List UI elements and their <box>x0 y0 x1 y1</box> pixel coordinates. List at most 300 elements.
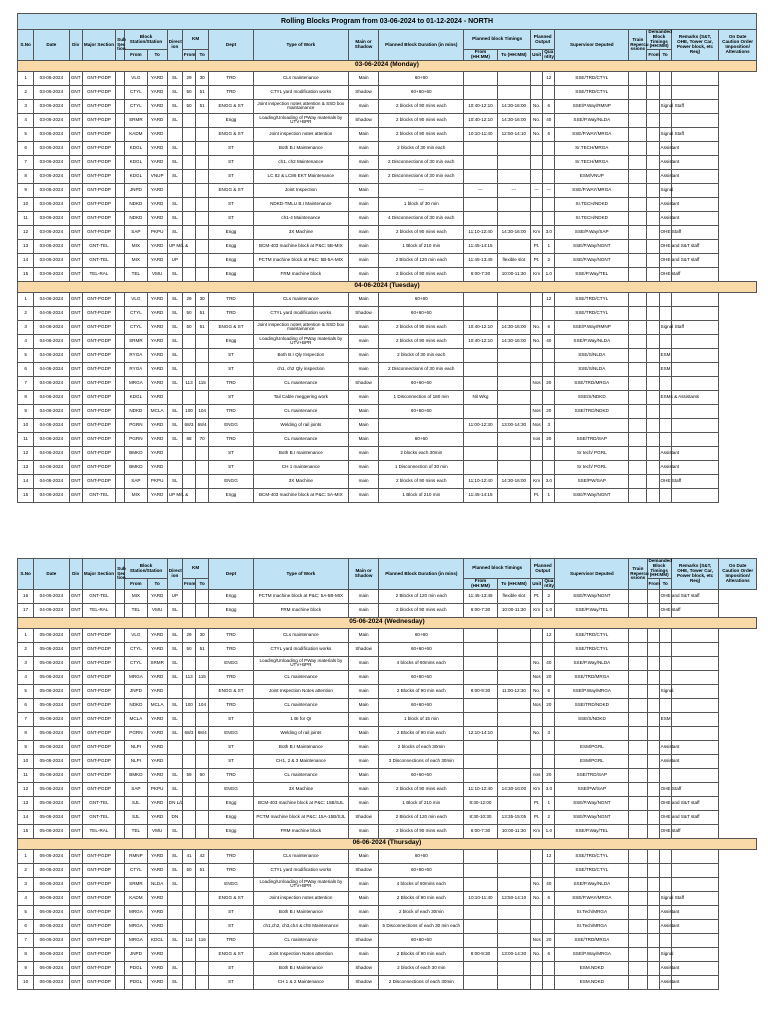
table-cell: Joint Inspection <box>253 183 348 197</box>
table-cell: MRGA <box>125 933 147 947</box>
table-cell <box>647 488 659 502</box>
table-cell: 10:10-11:40 <box>464 127 497 141</box>
table-cell: Nos <box>531 933 543 947</box>
table-cell <box>531 155 543 169</box>
table-cell: Sr.TECH/NDKD <box>555 197 629 211</box>
table-cell: 13 <box>18 796 34 810</box>
table-cell: GNT-PGDP <box>82 891 115 905</box>
header-dept: Dept <box>209 559 254 590</box>
table-cell: GNT <box>69 488 82 502</box>
table-cell: main <box>348 670 378 684</box>
table-cell: GNT-PGDP <box>82 320 115 334</box>
table-cell: 2 blocks of each 30 min <box>379 961 464 975</box>
table-cell: 11:45-13:45 <box>464 589 497 603</box>
header-km-to: To <box>196 50 209 61</box>
table-cell: KDGL <box>125 155 147 169</box>
table-cell <box>116 712 125 726</box>
table-cell <box>116 292 125 306</box>
table-cell <box>629 99 647 113</box>
table-cell: YARD <box>147 796 167 810</box>
page-title: Rolling Blocks Program from 03-06-2024 to 01-12-2024 - NORTH <box>18 14 757 30</box>
table-cell: CTYL yard modification works <box>253 863 348 877</box>
table-cell <box>659 71 671 85</box>
table-cell: 2 blocks each 30min <box>379 446 464 460</box>
table-cell: Joint inspection notes attention <box>253 127 348 141</box>
table-cell <box>464 306 497 320</box>
table-cell: 03-06-2024 <box>34 239 69 253</box>
table-cell: 60+60+60 <box>379 85 464 99</box>
table-cell <box>671 71 719 85</box>
table-cell <box>647 460 659 474</box>
table-cell: 5 <box>18 905 34 919</box>
table-cell: SSE/TRD/SAP <box>555 432 629 446</box>
table-cell: Main <box>348 432 378 446</box>
table-cell: 8 <box>18 390 34 404</box>
table-cell: 3.0 <box>543 782 555 796</box>
table-cell: 10:40-12:10 <box>464 334 497 348</box>
table-cell <box>531 975 543 989</box>
table-cell: Main <box>348 768 378 782</box>
table-cell: 10:10-11:40 <box>464 891 497 905</box>
table-cell: GNT <box>69 169 82 183</box>
table-cell: 04-06-2024 <box>34 334 69 348</box>
table-cell: 03-06-2024 <box>34 141 69 155</box>
header-time-from: From (HH:MM) <box>464 50 497 61</box>
header-block-station: Block Station/Station <box>125 559 168 579</box>
table-cell: main <box>348 446 378 460</box>
table-cell: Shadow <box>348 810 378 824</box>
table-cell <box>647 85 659 99</box>
table-cell <box>182 253 195 267</box>
table-cell: 51 <box>196 642 209 656</box>
table-cell: VLG <box>125 292 147 306</box>
header-planned-duration: Planned Block Duration (in mins) <box>379 30 464 61</box>
table-cell <box>196 740 209 754</box>
table-cell: 60+60+60 <box>379 306 464 320</box>
table-cell: 9 <box>18 404 34 418</box>
table-cell <box>464 71 497 85</box>
day-header-row <box>18 281 757 292</box>
table-cell: Engg <box>209 796 254 810</box>
table-cell: Main <box>348 698 378 712</box>
table-cell <box>464 376 497 390</box>
table-cell <box>647 113 659 127</box>
table-cell: ESM.NDKD <box>555 975 629 989</box>
table-cell: MIX <box>125 589 147 603</box>
table-cell: Shadow <box>348 933 378 947</box>
table-cell: Km <box>531 225 543 239</box>
table-cell: Engg <box>209 488 254 502</box>
table-cell: SAP <box>125 782 147 796</box>
table-cell: YARD <box>147 239 167 253</box>
table-cell: CLs maintenance <box>253 849 348 863</box>
table-cell: 41 <box>182 849 195 863</box>
table-cell: GNT <box>69 796 82 810</box>
table-row <box>18 141 757 155</box>
table-cell: SL <box>167 642 182 656</box>
table-cell <box>671 334 719 348</box>
table-cell <box>629 863 647 877</box>
table-cell: Sr tech/ PGRL <box>555 446 629 460</box>
table-cell <box>182 390 195 404</box>
table-cell: CTYL <box>125 863 147 877</box>
table-cell: 14:30-16:00 <box>497 474 530 488</box>
table-cell: NLDA <box>147 877 167 891</box>
table-cell: main <box>348 225 378 239</box>
table-row <box>18 975 757 989</box>
table-cell <box>464 961 497 975</box>
header-km-from: From <box>182 579 195 590</box>
table-cell: GNT-TEL <box>82 589 115 603</box>
table-cell: 06-06-2024 <box>34 947 69 961</box>
table-cell: main <box>348 905 378 919</box>
table-cell <box>196 824 209 838</box>
header-main-shadow: Main or Shadow <box>348 30 378 61</box>
table-cell: TRD <box>209 628 254 642</box>
table-cell: main <box>348 754 378 768</box>
table-row <box>18 390 757 404</box>
table-cell: 1 <box>18 292 34 306</box>
day-header-row <box>18 838 757 849</box>
table-cell <box>196 460 209 474</box>
table-cell: 12:50-14:10 <box>497 891 530 905</box>
table-cell <box>116 628 125 642</box>
table-cell: 8:00-9:30 <box>464 684 497 698</box>
table-cell: 04-06-2024 <box>34 292 69 306</box>
table-row <box>18 404 757 418</box>
table-cell: 06-06-2024 <box>34 919 69 933</box>
table-cell: No. <box>531 113 543 127</box>
table-cell: PKPU <box>147 474 167 488</box>
table-cell: GNT-PGDP <box>82 85 115 99</box>
table-cell <box>167 947 182 961</box>
table-cell: Shadow <box>348 975 378 989</box>
table-cell <box>116 863 125 877</box>
table-cell: ESM <box>659 712 671 726</box>
table-cell: 30 <box>196 71 209 85</box>
table-cell <box>647 754 659 768</box>
table-cell: 05-06-2024 <box>34 726 69 740</box>
table-cell <box>629 211 647 225</box>
table-cell <box>671 726 719 740</box>
table-cell <box>671 656 719 670</box>
table-cell: GNT-PGDP <box>82 863 115 877</box>
table-cell <box>182 947 195 961</box>
table-cell: SL <box>167 712 182 726</box>
table-cell: YARD <box>147 348 167 362</box>
table-cell: 14:30-16:00 <box>497 334 530 348</box>
table-cell: SL <box>167 376 182 390</box>
table-cell <box>182 267 195 281</box>
table-cell: GNT <box>69 877 82 891</box>
table-cell: YARD <box>147 306 167 320</box>
table-row <box>18 628 757 642</box>
table-cell: Assistant <box>659 740 671 754</box>
table-cell: No. <box>531 877 543 891</box>
table-row <box>18 85 757 99</box>
table-cell: 2 Blocks of 120 min each <box>379 253 464 267</box>
table-cell: SL <box>167 155 182 169</box>
table-cell: ST <box>209 460 254 474</box>
table-body-2 <box>18 589 757 989</box>
table-cell <box>196 446 209 460</box>
table-cell: GNT <box>69 113 82 127</box>
table-cell <box>543 642 555 656</box>
table-cell <box>116 348 125 362</box>
table-cell: GNT-PGDP <box>82 113 115 127</box>
table-cell: ST <box>209 905 254 919</box>
table-cell <box>116 849 125 863</box>
table-cell: Engg <box>209 810 254 824</box>
table-cell: SL <box>167 141 182 155</box>
table-cell: main <box>348 348 378 362</box>
header-sno: S.No <box>18 559 34 590</box>
table-cell <box>647 362 659 376</box>
table-cell: Signal Staff <box>659 99 671 113</box>
table-cell: GNT-PGDP <box>82 726 115 740</box>
table-cell: ST <box>209 961 254 975</box>
table-cell: 04-06-2024 <box>34 460 69 474</box>
table-cell: NDKD-TMLU B.I Maintenance <box>253 197 348 211</box>
table-cell: Signal Staff <box>659 320 671 334</box>
table-cell: GNT <box>69 211 82 225</box>
table-cell: TRD <box>209 432 254 446</box>
table-row <box>18 796 757 810</box>
table-cell: 7 <box>18 712 34 726</box>
table-cell <box>659 85 671 99</box>
table-cell: Pt. <box>531 253 543 267</box>
table-cell: 60+60+60 <box>379 698 464 712</box>
table-cell <box>671 432 719 446</box>
table-row <box>18 877 757 891</box>
table-cell <box>196 348 209 362</box>
table-cell: Loading/Unloading of PWay materials by UTV+BPR <box>253 656 348 670</box>
table-cell <box>182 113 195 127</box>
table-cell: Engg <box>209 824 254 838</box>
table-cell <box>497 740 530 754</box>
table-cell: SSE/TRD/CTYL <box>555 863 629 877</box>
table-cell <box>629 905 647 919</box>
table-cell <box>543 460 555 474</box>
table-row <box>18 768 757 782</box>
table-cell: 12:50-14:10 <box>497 127 530 141</box>
table-cell: 03-06-2024 <box>34 155 69 169</box>
table-cell: OHE and S&T staff <box>659 589 671 603</box>
table-row <box>18 782 757 796</box>
header-major-section: Major Section <box>82 559 115 590</box>
header-supervisor: Supervisor Deputed <box>555 30 629 61</box>
table-cell: 3 <box>18 320 34 334</box>
table-cell: 6:00-7:30 <box>464 267 497 281</box>
table-cell: GNT <box>69 754 82 768</box>
table-cell: Engg <box>209 225 254 239</box>
table-cell: YARD <box>147 432 167 446</box>
table-cell: NDKD <box>125 197 147 211</box>
table-cell: ST <box>209 348 254 362</box>
table-cell <box>182 824 195 838</box>
table-cell: SSE/P.Way/MRGA <box>555 947 629 961</box>
table-cell: GNT-PGDP <box>82 877 115 891</box>
table-cell <box>659 432 671 446</box>
table-cell: ST <box>209 740 254 754</box>
table-cell: 50 <box>182 863 195 877</box>
table-cell: 11:00-12:30 <box>464 418 497 432</box>
table-cell <box>464 628 497 642</box>
table-cell <box>116 211 125 225</box>
table-cell: 06-06-2024 <box>34 933 69 947</box>
table-cell <box>671 306 719 320</box>
table-cell: NDKD <box>125 698 147 712</box>
table-cell: --- <box>379 183 464 197</box>
table-cell: 9 <box>18 740 34 754</box>
table-cell: 11:10-12:40 <box>464 782 497 796</box>
table-cell <box>659 656 671 670</box>
table-cell: GNT <box>69 141 82 155</box>
table-cell: GNT <box>69 292 82 306</box>
table-cell: 11:45-14:15 <box>464 488 497 502</box>
table-cell: GNT <box>69 155 82 169</box>
table-cell: 2 blocks of 90 mins each <box>379 824 464 838</box>
table-cell <box>629 642 647 656</box>
table-cell <box>629 292 647 306</box>
table-cell <box>182 348 195 362</box>
table-cell: --- <box>464 183 497 197</box>
table-cell <box>629 169 647 183</box>
table-cell <box>497 169 530 183</box>
table-cell: 11:45-14:15 <box>464 239 497 253</box>
table-cell <box>629 320 647 334</box>
table-cell <box>196 183 209 197</box>
header-station-to: To <box>147 579 167 590</box>
table-cell: ch1-4 Maintenance <box>253 211 348 225</box>
table-cell <box>116 127 125 141</box>
table-cell: 60+60+60 <box>379 863 464 877</box>
table-cell <box>464 432 497 446</box>
table-cell <box>543 390 555 404</box>
table-cell <box>116 71 125 85</box>
table-cell <box>196 239 209 253</box>
table-cell: LC 82 & LC86 EKT Maintenance <box>253 169 348 183</box>
header-remarks: Remarks (S&T, OHE, Tower Car, Power block, etc Req) <box>671 30 719 61</box>
header-date: Date <box>34 559 69 590</box>
table-cell: PGRN <box>125 418 147 432</box>
table-cell <box>182 891 195 905</box>
table-cell: 13:35-15:05 <box>497 810 530 824</box>
table-cell: 03-06-2024 <box>34 169 69 183</box>
table-cell: Both B.I Maintenance <box>253 961 348 975</box>
table-cell <box>464 670 497 684</box>
table-cell <box>647 306 659 320</box>
table-cell <box>647 726 659 740</box>
table-row <box>18 446 757 460</box>
table-cell: Signal <box>659 684 671 698</box>
table-cell <box>629 141 647 155</box>
header-supervisor: Supervisor Deputed <box>555 559 629 590</box>
table-block-1 <box>17 13 757 503</box>
table-cell <box>182 961 195 975</box>
table-cell: 2 Blocks of 90 min each <box>379 947 464 961</box>
table-cell <box>647 961 659 975</box>
table-cell: No. <box>531 684 543 698</box>
table-cell: 20 <box>543 933 555 947</box>
table-cell: KDGL <box>147 933 167 947</box>
table-cell <box>196 334 209 348</box>
table-cell: 2 <box>543 810 555 824</box>
table-cell: TRD <box>209 849 254 863</box>
table-cell <box>647 99 659 113</box>
table-cell <box>671 933 719 947</box>
table-cell <box>647 141 659 155</box>
table-cell: 2 Blocks of 90 min each <box>379 684 464 698</box>
table-cell: TRD <box>209 71 254 85</box>
table-cell: 6 <box>18 362 34 376</box>
table-cell: Loading/Unloading of PWay materials by UTV+BPR <box>253 113 348 127</box>
header-demanded-block: Demanded Block Timings (HH:MM) <box>648 29 672 49</box>
table-cell <box>116 684 125 698</box>
table-cell <box>182 474 195 488</box>
table-cell: 05-06-2024 <box>34 754 69 768</box>
table-cell: SAP <box>125 225 147 239</box>
table-cell <box>196 362 209 376</box>
table-cell: Main <box>348 292 378 306</box>
table-cell <box>497 961 530 975</box>
table-cell: SL <box>167 782 182 796</box>
table-cell <box>167 127 182 141</box>
table-cell: main <box>348 320 378 334</box>
table-cell <box>182 656 195 670</box>
table-cell <box>116 947 125 961</box>
table-cell: SL <box>167 877 182 891</box>
table-cell: YARD <box>147 155 167 169</box>
table-cell <box>629 947 647 961</box>
table-cell: main <box>348 239 378 253</box>
table-cell: GNT <box>69 474 82 488</box>
table-cell <box>464 849 497 863</box>
table-cell <box>671 642 719 656</box>
table-cell <box>196 796 209 810</box>
table-cell: 60+60+60 <box>379 404 464 418</box>
table-cell: CH 1 maintenance <box>253 460 348 474</box>
table-cell: Nos <box>531 404 543 418</box>
table-cell: Assistant <box>659 169 671 183</box>
table-cell <box>659 376 671 390</box>
table-cell: GNT-PGDP <box>82 947 115 961</box>
table-cell <box>182 197 195 211</box>
table-cell: JNPD <box>125 183 147 197</box>
table-cell <box>116 155 125 169</box>
table-cell: PGRN <box>125 726 147 740</box>
table-cell <box>543 85 555 99</box>
table-cell <box>629 239 647 253</box>
table-cell: 2 blocks of 90 mins each <box>379 474 464 488</box>
table-cell: 70 <box>196 432 209 446</box>
table-cell: 05-06-2024 <box>34 768 69 782</box>
table-cell: main <box>348 141 378 155</box>
table-cell: GNT-PGDP <box>82 670 115 684</box>
table-row <box>18 891 757 905</box>
table-cell: SSE/P.Way/NGNT <box>555 488 629 502</box>
table-cell: 15 <box>18 488 34 502</box>
table-cell: 29 <box>182 292 195 306</box>
table-cell: 50 <box>182 320 195 334</box>
table-cell: 2 blocks of 90 mins each <box>379 99 464 113</box>
table-cell <box>671 947 719 961</box>
table-cell: GNT-TEL <box>82 488 115 502</box>
table-cell <box>629 446 647 460</box>
table-cell: FRM machine block <box>253 824 348 838</box>
table-cell <box>464 460 497 474</box>
table-cell: GNT <box>69 824 82 838</box>
